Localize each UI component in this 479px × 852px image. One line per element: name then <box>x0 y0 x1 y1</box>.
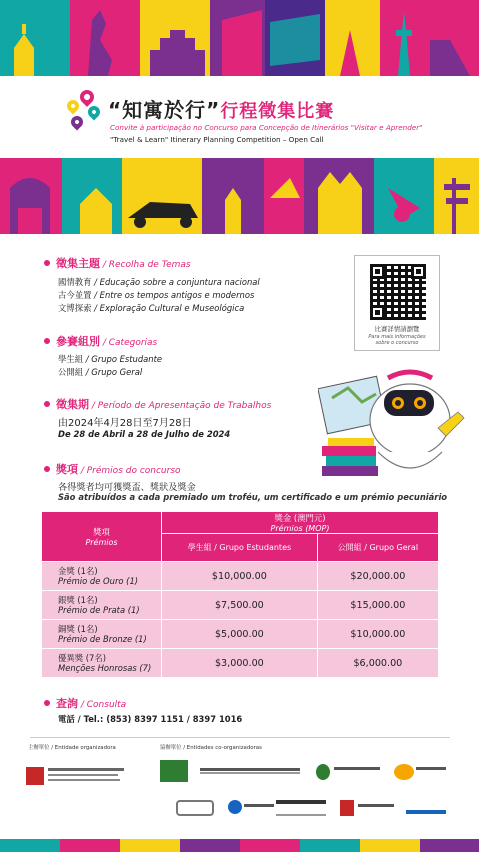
qr-corner <box>370 305 385 320</box>
prizes-heading: 獎項 / Prémios do concurso <box>56 463 181 476</box>
coorganizer-logo <box>176 800 214 816</box>
prize-label: 金獎 (1名) Prémio de Ouro (1) <box>42 562 162 591</box>
landmark-silhouettes <box>0 0 479 76</box>
bullet-dot-icon <box>44 338 50 344</box>
coorganizer-logo <box>334 767 380 775</box>
contact-heading: 查詢 / Consulta <box>56 697 127 710</box>
organizer-label: 主辦單位 / Entidade organizadora <box>28 745 116 751</box>
mid-banner <box>0 158 479 234</box>
coorganizer-logo <box>200 768 300 774</box>
categories-heading: 參賽組別 / Categorias <box>56 335 158 348</box>
table-header-student: 學生組 / Grupo Estudantes <box>162 534 318 562</box>
footer-divider <box>30 737 450 738</box>
organizer-logo <box>26 765 126 789</box>
qr-corner <box>370 264 385 279</box>
top-banner <box>0 0 479 76</box>
coorganizer-logo <box>394 764 414 780</box>
coorganizer-logo <box>358 804 394 810</box>
theme-item: 國情教育 / Educação sobre a conjuntura nacional <box>58 277 260 287</box>
prize-table <box>41 511 439 678</box>
student-amount: $5,000.00 <box>162 620 318 649</box>
table-row <box>42 620 439 649</box>
coorganizer-logo <box>160 760 188 782</box>
category-item: 學生組 / Grupo Estudante <box>58 354 163 364</box>
coorganizer-logo <box>244 804 274 810</box>
qr-code-box[interactable] <box>354 255 440 351</box>
table-row <box>42 649 439 678</box>
period-pt: De 28 de Abril a 28 de Julho de 2024 <box>58 429 231 439</box>
period-zh: 由2024年4月28日至7月28日 <box>58 418 192 429</box>
bullet-dot-icon <box>44 260 50 266</box>
student-amount: $10,000.00 <box>162 562 318 591</box>
page-title: “知寓於行”行程徵集比賽 <box>108 98 335 122</box>
bullet-dot-icon <box>44 466 50 472</box>
coorganizer-logo <box>316 764 330 780</box>
theme-item: 文博探索 / Exploração Cultural e Museológica <box>58 303 245 313</box>
subtitle-en: "Travel & Learn" Itinerary Planning Competition – Open Call <box>110 135 324 144</box>
bullet-dot-icon <box>44 401 50 407</box>
bullet-dot-icon <box>44 700 50 706</box>
general-amount: $15,000.00 <box>317 591 438 620</box>
coorganizer-logo <box>340 800 354 816</box>
prize-label: 銅獎 (1名) Prémio de Bronze (1) <box>42 620 162 649</box>
prize-label: 優異獎 (7名) Menções Honrosas (7) <box>42 649 162 678</box>
qr-caption-zh: 比賽詳情請瀏覽 <box>374 325 420 333</box>
category-item: 公開組 / Grupo Geral <box>58 367 143 377</box>
prizes-pt: São atribuídos a cada premiado um troféu, um certificado e um prémio pecuniário <box>58 492 448 502</box>
coorganizer-logo <box>416 767 446 775</box>
subtitle-pt: Convite à participação no Concurso para Concepção de Itinerários "Visitar e Aprender" <box>110 123 423 132</box>
coorganizer-label: 協辦單位 / Entidades co-organizadoras <box>160 745 262 751</box>
student-amount: $7,500.00 <box>162 591 318 620</box>
mascot-illustration <box>318 368 468 486</box>
table-header-amount: 獎金 (澳門元) Prémios (MOP) <box>162 512 439 534</box>
table-row <box>42 591 439 620</box>
table-header-prize: 獎項 Prémios <box>42 512 162 562</box>
coorganizer-logo <box>276 800 326 816</box>
prizes-zh: 各得獎者均可獲獎盃、獎狀及獎金 <box>58 482 196 493</box>
general-amount: $10,000.00 <box>317 620 438 649</box>
prize-label: 銀獎 (1名) Prémio de Prata (1) <box>42 591 162 620</box>
table-header-general: 公開組 / Grupo Geral <box>317 534 438 562</box>
table-row <box>42 562 439 591</box>
general-amount: $6,000.00 <box>317 649 438 678</box>
landmark-silhouettes <box>0 158 479 234</box>
general-amount: $20,000.00 <box>317 562 438 591</box>
qr-caption-pt: Para mais informações sobre o concurso <box>368 334 426 346</box>
theme-item: 古今並置 / Entre os tempos antigos e modernos <box>58 290 255 300</box>
coorganizer-logo <box>406 800 446 814</box>
period-heading: 徵集期 / Período de Apresentação de Trabalhos <box>56 398 272 411</box>
qr-corner <box>411 264 426 279</box>
bottom-color-stripe <box>0 839 479 852</box>
contact-phone[interactable]: 電話 / Tel.: (853) 8397 1151 / 8397 1016 <box>58 714 243 724</box>
student-amount: $3,000.00 <box>162 649 318 678</box>
coorganizer-logo <box>228 800 242 814</box>
themes-heading: 徵集主題 / Recolha de Temas <box>56 257 191 270</box>
